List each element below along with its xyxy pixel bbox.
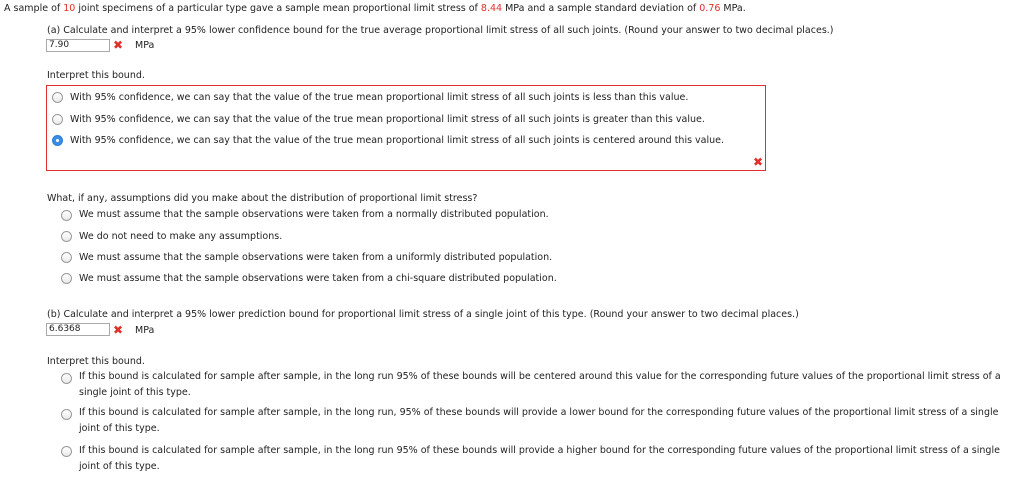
sample-sd: 0.76	[699, 3, 721, 14]
part-a-option-1: With 95% confidence, we can say that the value of the true mean proportional limit stress of all such joints is less than this value.	[70, 92, 689, 103]
incorrect-x-icon: ✖	[113, 323, 124, 337]
assumption-option-2: We do not need to make any assumptions.	[79, 231, 283, 242]
part-a-answer-input[interactable]: 7.90	[46, 39, 110, 52]
assumption-option-1-radio[interactable]	[61, 210, 72, 221]
sample-mean: 8.44	[480, 3, 503, 14]
part-a-option-2-radio[interactable]	[52, 114, 63, 125]
incorrect-x-icon: ✖	[753, 155, 764, 169]
part-b-option-2: If this bound is calculated for sample after sample, in the long run, 95% of these bounds will provide a lower bound for the corresponding future values of the proportional limit stress of a single joint of this type.	[79, 407, 999, 434]
part-b-option-3-radio[interactable]	[61, 446, 72, 457]
intro-text-1: A sample of	[4, 3, 64, 14]
assumption-option-2-radio[interactable]	[61, 231, 72, 242]
incorrect-x-icon: ✖	[113, 38, 124, 52]
part-a-option-3-radio[interactable]	[52, 135, 63, 146]
sample-size: 10	[63, 3, 76, 14]
part-b-option-1-radio[interactable]	[61, 373, 72, 384]
question-intro	[4, 3, 746, 15]
part-b-answer-input[interactable]: 6.6368	[46, 323, 110, 336]
part-a-option-1-radio[interactable]	[52, 92, 63, 103]
assumption-option-3-radio[interactable]	[61, 252, 72, 263]
assumption-option-1: We must assume that the sample observations were taken from a normally distributed population.	[79, 209, 549, 220]
part-a-option-2: With 95% confidence, we can say that the value of the true mean proportional limit stress of all such joints is greater than this value.	[70, 114, 705, 125]
part-b-option-2-radio[interactable]	[61, 409, 72, 420]
intro-text-3: MPa and a sample standard deviation of	[502, 3, 700, 14]
part-a-option-3: With 95% confidence, we can say that the value of the true mean proportional limit stress of all such joints is centered around this value.	[70, 135, 725, 146]
part-a-unit: MPa	[135, 40, 155, 51]
part-b-interpret-label: Interpret this bound.	[47, 356, 145, 367]
assumption-option-4: We must assume that the sample observations were taken from a chi-square distributed population.	[79, 273, 557, 284]
part-b-unit: MPa	[135, 325, 155, 336]
part-a-interpret-label: Interpret this bound.	[47, 70, 145, 81]
part-b-option-3: If this bound is calculated for sample after sample, in the long run 95% of these bounds will provide a higher bound for the corresponding future values of the proportional limit stress of a single joint of this type.	[79, 445, 1000, 472]
assumption-option-3: We must assume that the sample observations were taken from a uniformly distributed population.	[79, 252, 553, 263]
part-b-prompt: (b) Calculate and interpret a 95% lower prediction bound for proportional limit stress of a single joint of this type. (Round your answer to two decimal places.)	[47, 309, 799, 320]
part-a-prompt: (a) Calculate and interpret a 95% lower confidence bound for the true average proportional limit stress of all such joints. (Round your answer to two decimal places.)	[47, 25, 834, 36]
intro-text-2: joint specimens of a particular type gave a sample mean proportional limit stress of	[75, 3, 481, 14]
intro-text-4: MPa.	[720, 3, 746, 14]
part-b-option-1: If this bound is calculated for sample after sample, in the long run 95% of these bounds will be centered around this value for the corresponding future values of the proportional limit stress of a single joint of this type.	[79, 371, 1001, 398]
assumption-option-4-radio[interactable]	[61, 273, 72, 284]
assumption-label: What, if any, assumptions did you make about the distribution of proportional limit stress?	[47, 193, 478, 204]
